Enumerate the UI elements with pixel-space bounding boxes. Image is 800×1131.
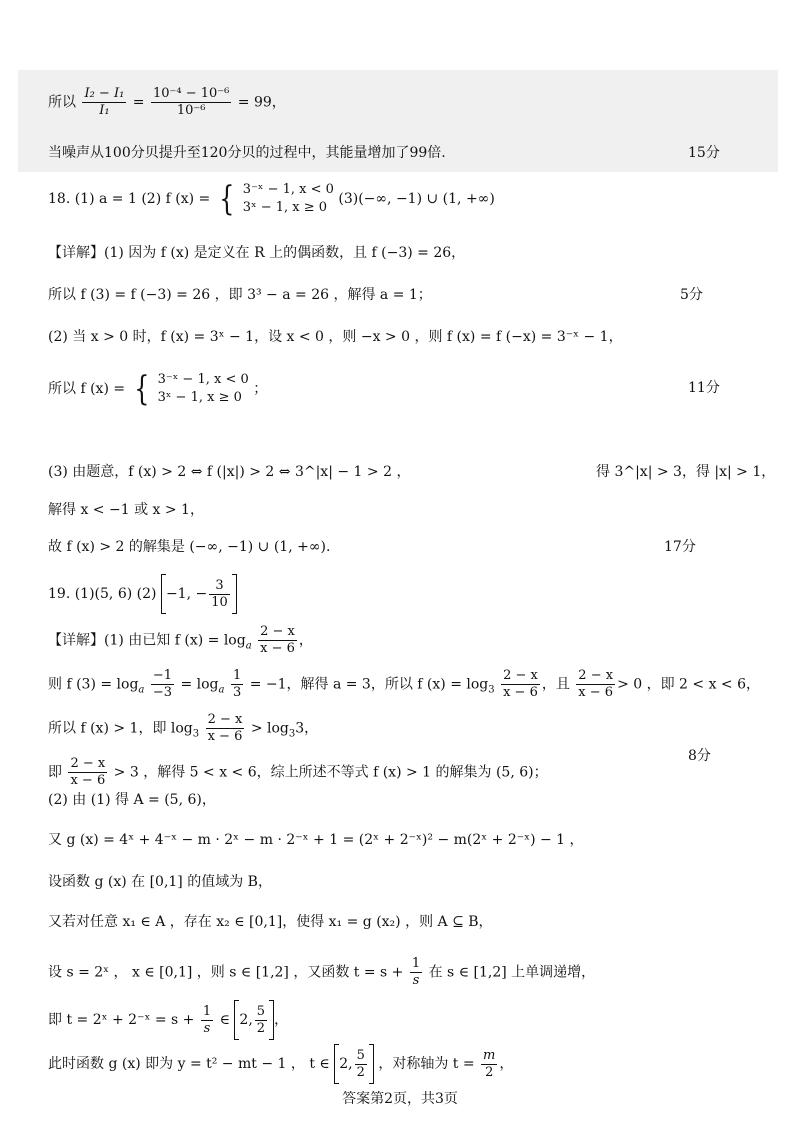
frac-den: 2	[485, 1064, 494, 1080]
p17-line2: 当噪声从100分贝提升至120分贝的过程中，其能量增加了99倍.	[48, 145, 446, 161]
text: > log	[250, 720, 289, 737]
frac-num: 1	[411, 956, 421, 971]
frac-den: 10	[211, 594, 228, 610]
case-line: 3⁻ˣ − 1, x < 0	[157, 372, 249, 387]
fraction	[255, 1004, 267, 1037]
fraction	[68, 756, 107, 789]
frac-den: −3	[152, 685, 173, 700]
text: 则 f (3) = log	[48, 676, 139, 693]
text: > 0 ，即 2 < x < 6，	[617, 676, 761, 693]
text: ，	[274, 1012, 289, 1028]
text: 即 t = 2ˣ + 2⁻ˣ = s +	[48, 1012, 195, 1028]
text-prefix: 所以	[48, 94, 76, 111]
text: 3，	[295, 720, 319, 737]
fraction	[151, 668, 174, 701]
text: 【详解】(1) 由已知 f (x) = log	[48, 632, 246, 649]
fraction-values	[151, 86, 231, 119]
text: 即	[48, 764, 62, 781]
p19-line6: 又 g (x) = 4ˣ + 4⁻ˣ − m · 2ˣ − m · 2⁻ˣ + 1 = (2ˣ + 2⁻ˣ)² − m(2ˣ + 2⁻ˣ) − 1 ，	[48, 832, 584, 848]
text-prefix: 所以 f (x) =	[48, 381, 126, 397]
fraction	[206, 712, 245, 745]
text: 此时函数 g (x) 即为 y = t² − mt − 1 ， t ∈	[48, 1056, 330, 1072]
text: > 3 ，解得 5 < x < 6，综上所述不等式 f (x) > 1 的解集为 (5, 6)；	[113, 764, 548, 781]
p17-line1: 所以 $\frac{\text{I₂ − I₁}}{\text{I₁}}$ = $\frac{\text{10⁻⁴ − 10⁻⁶}}{\text{10⁻⁶}}$ = 99，	[48, 86, 286, 118]
log-base: a	[245, 640, 252, 652]
frac-num: 5	[256, 1003, 266, 1019]
p19-line5: (2) 由 (1) 得 A = (5, 6)，	[48, 792, 216, 808]
problem-number: 18.	[48, 191, 71, 207]
right-bracket	[369, 1044, 374, 1084]
p18-line5-right: 得 3^|x| > 3，得 |x| > 1，	[596, 464, 776, 480]
text: ，	[298, 632, 313, 649]
p19-line8: 又若对任意 x₁ ∈ A ，存在 x₂ ∈ [0,1]，使得 x₁ = g (x₂) ，则 A ⊆ B，	[48, 914, 493, 930]
frac-den: x − 6	[578, 685, 614, 700]
text: ，且	[541, 676, 570, 693]
p19-line2	[48, 668, 760, 701]
left-brace: {	[133, 369, 149, 409]
frac-num: 2 − x	[260, 624, 295, 639]
frac-num: 1	[232, 668, 242, 683]
log-base: 3	[192, 728, 200, 740]
answer-text: (3)(−∞, −1) ∪ (1, +∞)	[338, 191, 495, 207]
text: 在 s ∈ [1,2] 上单调递增，	[428, 964, 596, 981]
case-line: 3ˣ − 1, x ≥ 0	[242, 200, 328, 215]
frac-num: I₂ − I₁	[84, 86, 125, 101]
p19-line10	[48, 1000, 288, 1040]
frac-den: s	[412, 973, 420, 988]
frac-den: 2	[356, 1064, 365, 1080]
fraction	[501, 668, 540, 701]
p18-line3: (2) 当 x > 0 时，f (x) = 3ˣ − 1，设 x < 0 ，则 −x > 0 ，则 f (x) = f (−x) = 3⁻ˣ − 1，	[48, 329, 623, 345]
log-base: 3	[488, 684, 495, 696]
frac-den: 10⁻⁶	[176, 103, 206, 118]
p19-line3	[48, 712, 318, 745]
p19-line7: 设函数 g (x) 在 [0,1] 的值域为 B，	[48, 874, 272, 890]
fraction-ratio	[82, 86, 126, 119]
score-label: 8分	[688, 748, 711, 764]
frac-num: −1	[152, 668, 173, 683]
log-base: 3	[288, 728, 296, 740]
p19-detail1	[48, 624, 313, 657]
frac-den: I₁	[99, 103, 110, 118]
piecewise-cases	[158, 371, 249, 407]
frac-num: 5	[356, 1047, 365, 1063]
fraction	[258, 624, 297, 657]
frac-den: 3	[232, 685, 242, 700]
p19-header	[48, 574, 237, 614]
text: = log	[180, 676, 219, 693]
score-label: 17分	[664, 539, 696, 555]
text: ∈	[219, 1012, 230, 1028]
fraction	[576, 668, 615, 701]
frac-num: m	[483, 1047, 496, 1063]
frac-den: x − 6	[70, 773, 106, 788]
log-base: a	[218, 684, 225, 696]
fraction	[209, 578, 230, 611]
piecewise-cases	[243, 181, 334, 217]
score-label: 15分	[688, 145, 720, 161]
case-line: 3ˣ − 1, x ≥ 0	[157, 390, 242, 405]
p18-detail1: 【详解】(1) 因为 f (x) 是定义在 R 上的偶函数，且 f (−3) = 26，	[48, 245, 466, 261]
p18-line5: (3) 由题意，f (x) > 2 ⇔ f (|x|) > 2 ⇔ 3^|x| − 1 > 2 ，	[48, 464, 411, 480]
left-brace: {	[218, 179, 235, 219]
text: 所以 f (x) > 1，即 log	[48, 720, 193, 737]
text-suffix: ；	[253, 381, 268, 397]
text: 2,	[239, 1012, 253, 1028]
fraction	[231, 668, 243, 701]
text: = −1，解得 a = 3，所以 f (x) = log	[249, 676, 489, 693]
log-base: a	[138, 684, 145, 696]
frac-den: x − 6	[207, 729, 243, 744]
frac-num: 2 − x	[70, 756, 106, 771]
answer-text: (1) a = 1 (2) f (x) =	[74, 191, 211, 207]
frac-den: x − 6	[260, 641, 295, 656]
p18-line2: 所以 f (3) = f (−3) = 26 ，即 3³ − a = 26 ，解得 a = 1；	[48, 287, 432, 303]
text: ，对称轴为 t =	[378, 1056, 475, 1072]
p18-line7: 故 f (x) > 2 的解集是 (−∞, −1) ∪ (1, +∞).	[48, 539, 331, 555]
case-line: 3⁻ˣ − 1, x < 0	[242, 182, 334, 197]
p18-line6: 解得 x < −1 或 x > 1，	[48, 502, 204, 518]
p18-line4	[48, 370, 267, 408]
answer-text: (1)(5, 6) (2)	[74, 586, 157, 602]
problem-number: 19.	[48, 586, 71, 602]
fraction	[201, 1004, 213, 1037]
frac-num: 2 − x	[503, 668, 538, 683]
answer-text: −1, −	[165, 586, 208, 602]
p19-line4	[48, 756, 548, 789]
frac-num: 1	[202, 1003, 212, 1019]
p19-line9	[48, 956, 595, 989]
frac-den: s	[203, 1020, 211, 1036]
frac-den: 2	[256, 1020, 266, 1036]
frac-num: 10⁻⁴ − 10⁻⁶	[152, 86, 230, 101]
page-footer: 答案第2页，共3页	[342, 1091, 458, 1107]
frac-den: x − 6	[503, 685, 538, 700]
score-label: 5分	[680, 287, 703, 303]
fraction	[481, 1048, 497, 1081]
fraction	[355, 1048, 367, 1081]
frac-num: 2 − x	[578, 668, 614, 683]
fraction	[410, 956, 422, 989]
p18-header	[48, 180, 495, 218]
p19-line11	[48, 1044, 513, 1084]
text: 设 s = 2ˣ ， x ∈ [0,1] ，则 s ∈ [1,2] ，又函数 t = s +	[48, 964, 404, 981]
text: ，	[499, 1056, 514, 1072]
right-bracket	[232, 574, 237, 614]
text: 2,	[339, 1056, 353, 1072]
frac-num: 2 − x	[207, 712, 243, 727]
score-label: 11分	[688, 380, 720, 396]
frac-num: 3	[209, 578, 230, 595]
result-text: = 99，	[237, 94, 286, 111]
